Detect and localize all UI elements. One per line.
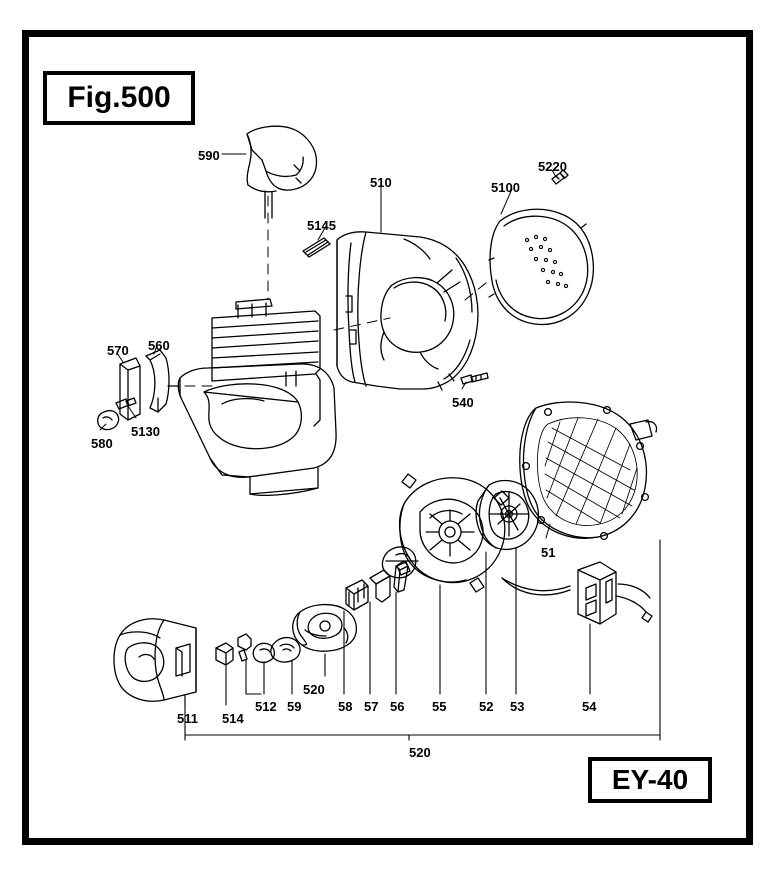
callout-510: 510 (370, 175, 392, 190)
callout-51: 51 (541, 545, 556, 560)
callout-590: 590 (198, 148, 220, 163)
callout-54: 54 (582, 699, 597, 714)
callout-520-upper: 520 (303, 682, 325, 697)
callout-511: 511 (177, 711, 198, 726)
callout-5220: 5220 (538, 159, 567, 174)
callout-59: 59 (287, 699, 302, 714)
model-number-box (588, 757, 712, 803)
callout-580: 580 (91, 436, 113, 451)
callout-520-lower: 520 (409, 745, 431, 760)
callout-570: 570 (107, 343, 129, 358)
callout-57: 57 (364, 699, 379, 714)
callout-540: 540 (452, 395, 474, 410)
callout-53: 53 (510, 699, 525, 714)
figure-number-label: Fig.500 (67, 81, 171, 114)
callout-512: 512 (255, 699, 277, 714)
callout-560: 560 (148, 338, 170, 353)
callout-55: 55 (432, 699, 447, 714)
figure-number-box (43, 71, 195, 125)
callout-56: 56 (390, 699, 405, 714)
callout-5130: 5130 (131, 424, 160, 439)
callout-5100: 5100 (491, 180, 520, 195)
callout-5145: 5145 (307, 218, 336, 233)
callout-514: 514 (222, 711, 244, 726)
model-number-label: EY-40 (611, 764, 689, 795)
callout-52: 52 (479, 699, 494, 714)
callout-58: 58 (338, 699, 353, 714)
